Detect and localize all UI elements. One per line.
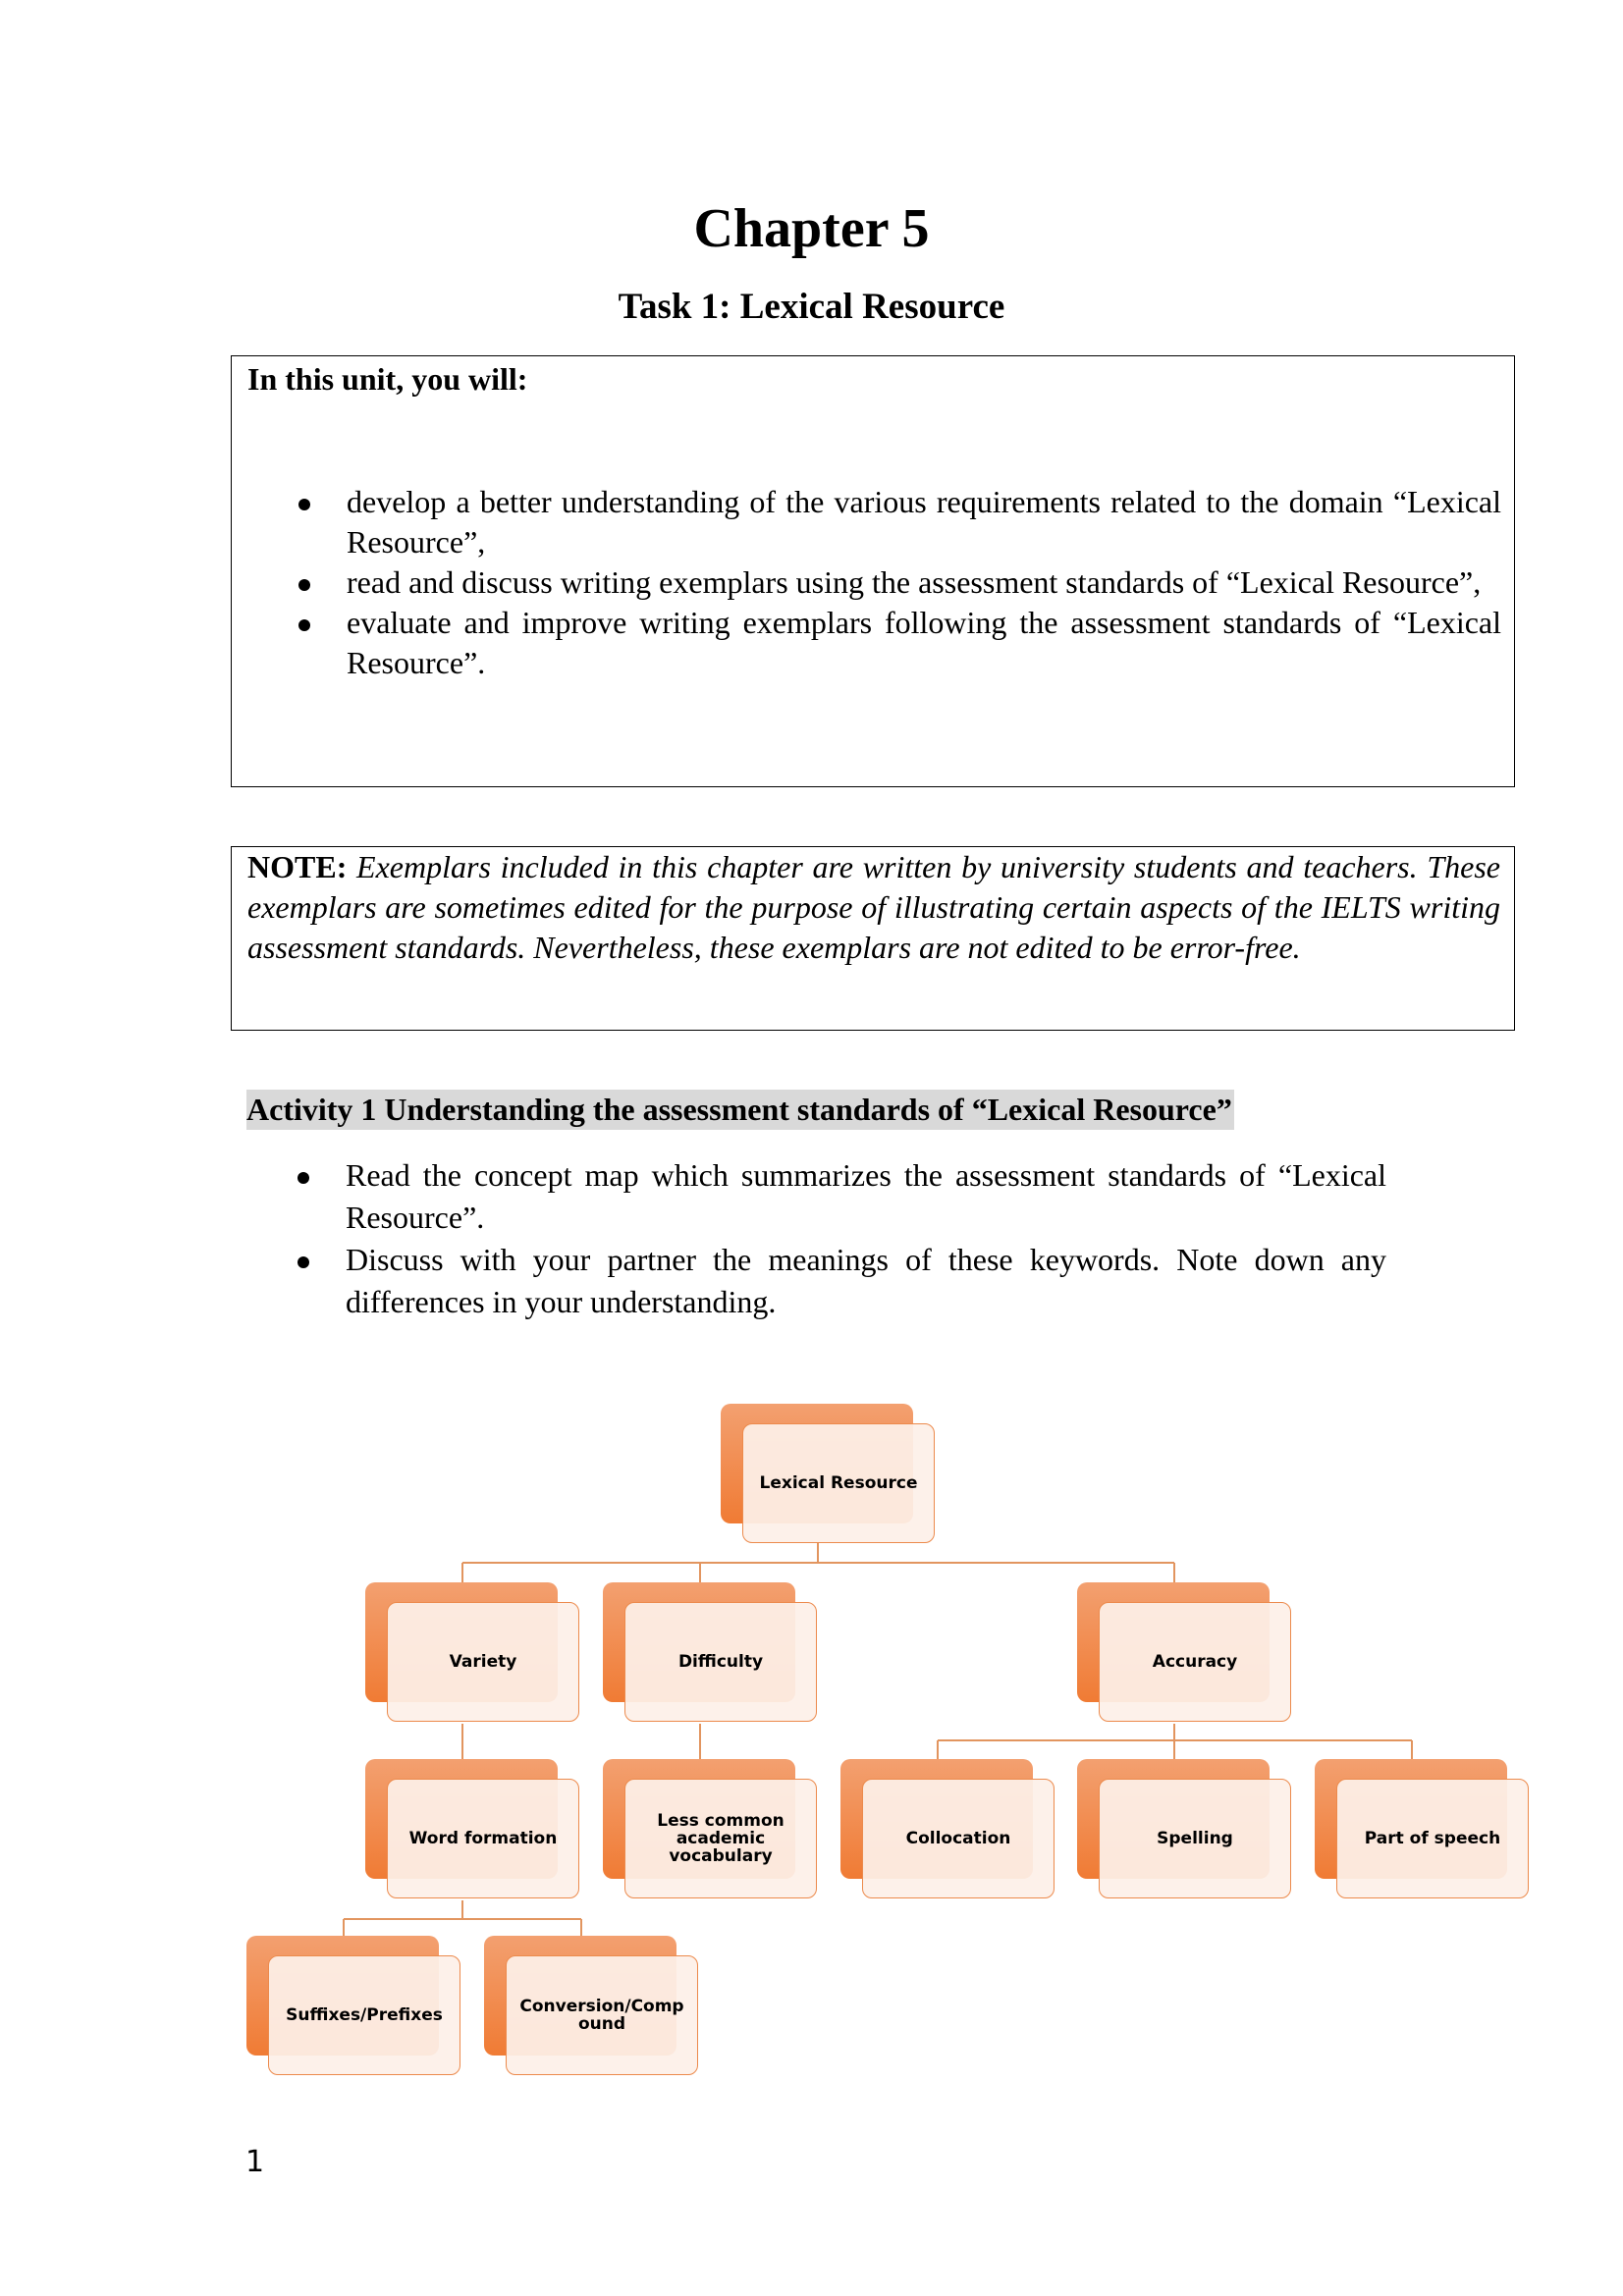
- note-box: [231, 846, 1515, 1031]
- node-difficulty: [603, 1582, 797, 1704]
- node-label: Conversion/Compound: [519, 1997, 684, 2034]
- node-part-of-speech: [1315, 1759, 1509, 1881]
- node-label: Difficulty: [677, 1652, 764, 1672]
- bullet-icon: [298, 1256, 309, 1268]
- node-spelling: [1077, 1759, 1271, 1881]
- list-item-text: develop a better understanding of the various requirements related to the domain “Lexical Resource”,: [347, 484, 1501, 560]
- bullet-icon: [298, 619, 310, 631]
- node-label: Word formation: [408, 1829, 558, 1848]
- list-item-text: evaluate and improve writing exemplars following the assessment standards of “Lexical Resource”.: [347, 605, 1501, 680]
- objectives-box: [231, 355, 1515, 787]
- node-label: Accuracy: [1152, 1652, 1238, 1672]
- chapter-title: Chapter 5: [693, 198, 930, 259]
- objectives-heading: In this unit, you will:: [247, 361, 528, 397]
- node-front: [268, 1955, 460, 2075]
- bullet-icon: [298, 1172, 309, 1184]
- node-label: Part of speech: [1364, 1829, 1501, 1848]
- node-label: Collocation: [905, 1829, 1011, 1848]
- activity-list: [346, 1154, 1386, 1323]
- note-body: Exemplars included in this chapter are written by university students and teachers. These exemplars are sometimes edited for the purpose of illustrating certain aspects of the IELTS writing assessment standards. Nevertheless, these exemplars are not edited to be error-free.: [247, 849, 1500, 965]
- node-conversion-compound: [484, 1936, 684, 2057]
- node-label: Variety: [449, 1652, 517, 1672]
- list-item-text: Read the concept map which summarizes the assessment standards of “Lexical Resource”.: [346, 1157, 1386, 1235]
- node-front: [1099, 1779, 1291, 1898]
- node-front: [1336, 1779, 1529, 1898]
- list-item-text: Discuss with your partner the meanings of these keywords. Note down any differences in your understanding.: [346, 1242, 1386, 1319]
- node-label: Less common academic vocabulary: [657, 1811, 784, 1866]
- list-item: [347, 482, 1501, 562]
- list-item: [346, 1239, 1386, 1323]
- node-front: [624, 1779, 817, 1898]
- list-item: [347, 562, 1501, 603]
- task-title: Task 1: Lexical Resource: [618, 287, 1005, 327]
- node-variety: [365, 1582, 560, 1704]
- node-front: [862, 1779, 1055, 1898]
- list-item-text: read and discuss writing exemplars using the assessment standards of “Lexical Resource”,: [347, 564, 1482, 600]
- node-front: [624, 1602, 817, 1722]
- node-word-formation: [365, 1759, 560, 1881]
- activity-heading: Activity 1 Understanding the assessment standards of “Lexical Resource”: [246, 1090, 1234, 1130]
- objectives-list: [347, 482, 1501, 683]
- list-item: [347, 603, 1501, 683]
- node-front: [387, 1779, 579, 1898]
- node-front: [506, 1955, 698, 2075]
- node-accuracy: [1077, 1582, 1271, 1704]
- node-front: [1099, 1602, 1291, 1722]
- node-front: [742, 1423, 935, 1543]
- node-less-common-academic-vocabulary: [603, 1759, 797, 1881]
- node-label: Spelling: [1157, 1829, 1233, 1848]
- note-text: [247, 847, 1500, 968]
- node-label: Suffixes/Prefixes: [286, 2005, 443, 2025]
- list-item: [346, 1154, 1386, 1239]
- node-label: Lexical Resource: [759, 1473, 918, 1493]
- node-suffixes-prefixes: [246, 1936, 441, 2057]
- bullet-icon: [298, 499, 310, 510]
- node-lexical-resource: [721, 1404, 918, 1525]
- note-label: NOTE:: [247, 849, 348, 884]
- node-collocation: [840, 1759, 1035, 1881]
- page-number: 1: [245, 2145, 265, 2179]
- bullet-icon: [298, 579, 310, 591]
- node-front: [387, 1602, 579, 1722]
